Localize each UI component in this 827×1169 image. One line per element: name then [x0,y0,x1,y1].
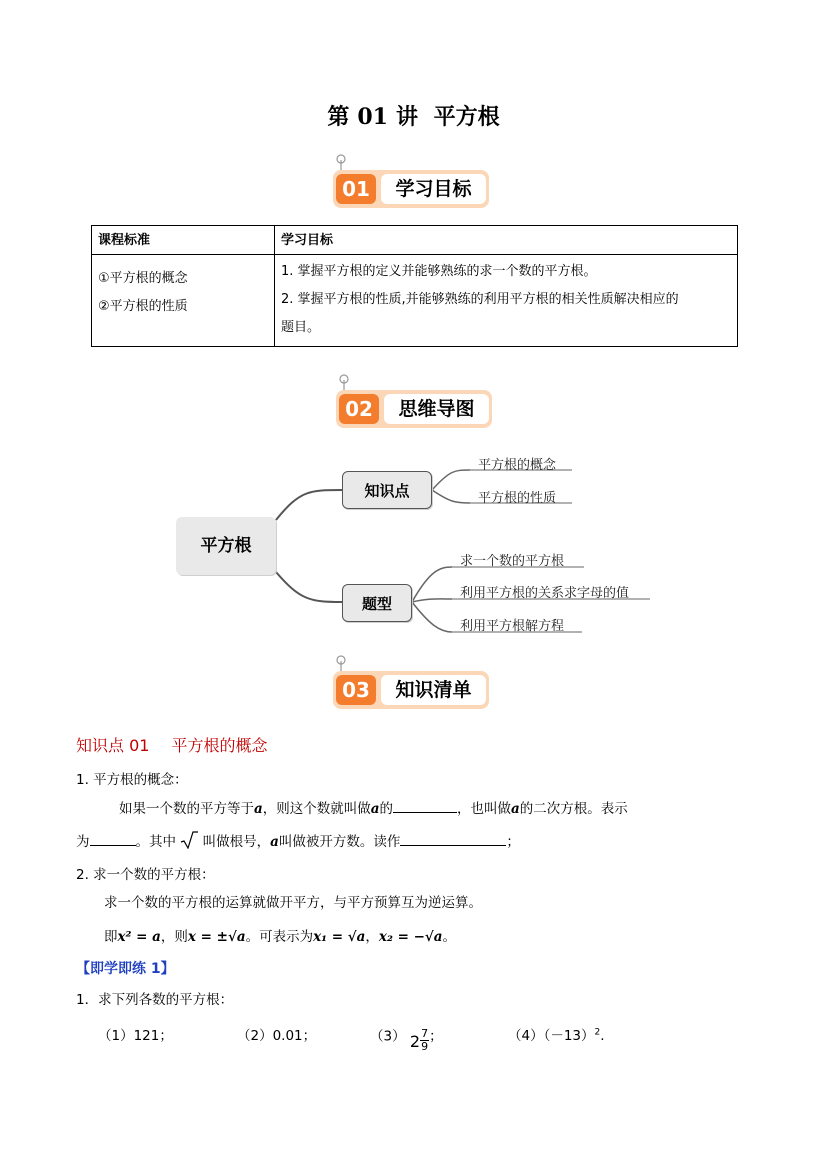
equation: x₂ = −√a [378,929,443,945]
equation-line: 即x² = a，则x = ±√a。可表示为x₁ = √a，x₂ = −√a。 [104,929,457,945]
target-item: 2. 掌握平方根的性质,并能够熟练的利用平方根的相关性质解决相应的 [281,292,679,307]
page-title: 第 01 讲 平方根 [327,104,500,130]
practice-label: 【即学即练 1】 [76,961,175,977]
mindmap-leaf: 平方根的概念 [478,458,557,473]
mindmap-leaf: 求一个数的平方根 [460,554,565,569]
mindmap-leaf: 平方根的性质 [478,491,557,506]
practice-item: （2）0.01； [237,1028,317,1044]
mindmap-branch-types: 题型 [342,584,412,622]
equation: x² = a [117,929,161,945]
equation: x = ±√a [187,929,246,945]
knowledge-heading: 知识点 01 平方根的概念 [76,736,268,755]
section-label: 学习目标 [381,174,486,204]
definition-line-2: 为 。其中 叫做根号，a叫做被开方数。读作 ； [76,830,520,850]
section-number: 03 [336,675,376,705]
section-label: 知识清单 [381,675,486,705]
target-item: 1. 掌握平方根的定义并能够熟练的求一个数的平方根。 [281,264,597,279]
section-banner-knowledge [333,663,493,711]
table-header: 学习目标 [275,226,738,255]
practice-question: 1．求下列各数的平方根： [76,992,234,1008]
radical-sign-icon [180,831,198,849]
equation: x₁ = √a [313,929,366,945]
item1-title: 1. 平方根的概念： [76,772,188,788]
section-number: 02 [339,394,379,424]
standard-item: ①平方根的概念 [98,271,188,286]
target-item: 题目。 [281,320,321,335]
mindmap-leaf: 利用平方根的关系求字母的值 [460,586,630,601]
definition-line-1: 如果一个数的平方等于a，则这个数就叫做a的 ，也叫做a的二次方根。表示 [119,801,628,817]
table-header: 课程标准 [92,226,275,255]
answer-blank[interactable] [90,833,136,846]
practice-item: （3） 2 $\frac{7}{9}$ ； [370,1027,443,1053]
mindmap-leaf: 利用平方根解方程 [460,619,565,634]
mindmap-root: 平方根 [176,517,276,575]
standard-item: ②平方根的性质 [98,299,188,314]
practice-item: （1）121； [98,1028,173,1044]
section-number: 01 [336,174,376,204]
item2-title: 2. 求一个数的平方根： [76,867,215,883]
answer-blank[interactable] [393,800,457,813]
mindmap-branch-knowledge: 知识点 [342,471,432,509]
section-label: 思维导图 [384,394,489,424]
practice-item: $(4)(-13)^2$. [508,1027,605,1044]
item2-text: 求一个数的平方根的运算就做开平方，与平方预算互为逆运算。 [104,895,482,911]
answer-blank[interactable] [400,833,506,846]
